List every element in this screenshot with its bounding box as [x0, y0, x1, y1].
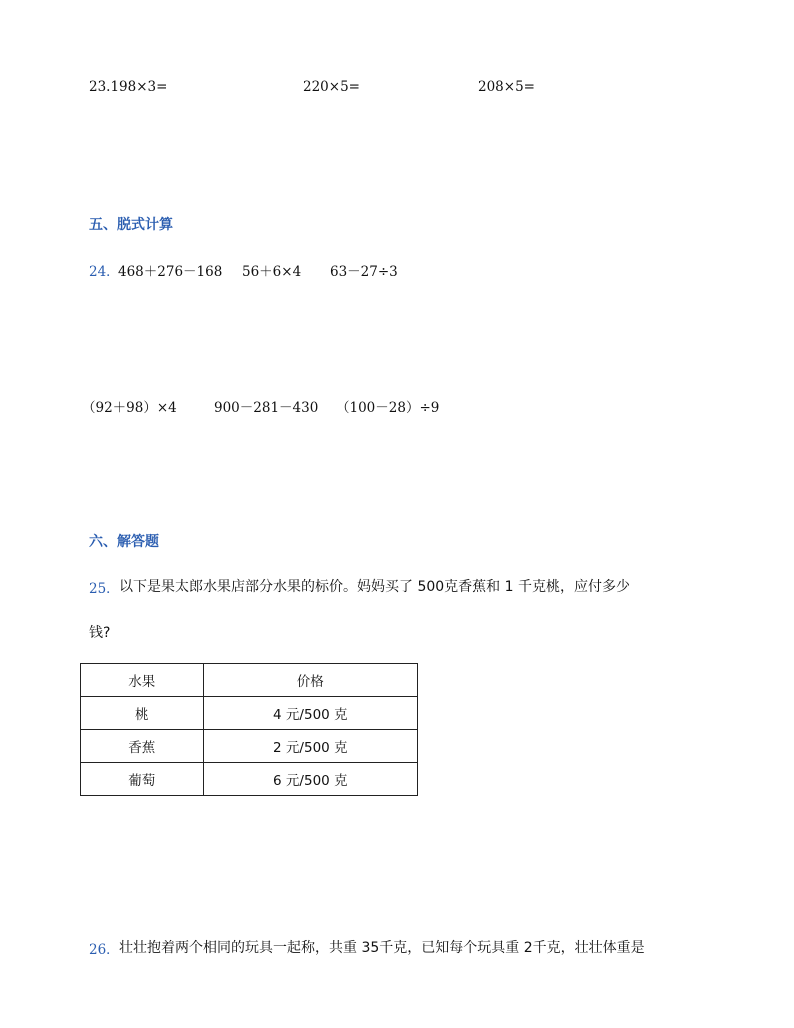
table-row: [81, 730, 418, 763]
table-cell-price: 6 元/500 克: [203, 763, 417, 796]
table-row: [81, 763, 418, 796]
question-number-25: 25．: [89, 581, 120, 597]
expression-24-4: （92＋98）×4: [82, 400, 177, 416]
table-header-row: [81, 664, 418, 697]
section-title-6: 六、解答题: [89, 534, 159, 550]
table-cell-fruit: 香蕉: [81, 730, 204, 763]
question-number-26: 26．: [89, 942, 120, 958]
price-table: [80, 663, 418, 796]
equation-1: 23.198×3=: [89, 79, 168, 95]
question-25-line2: 钱?: [89, 625, 111, 641]
table-cell-price: 2 元/500 克: [203, 730, 417, 763]
question-26-text: 壮壮抱着两个相同的玩具一起称，共重 35千克，已知每个玩具重 2千克，壮壮体重是: [119, 940, 645, 956]
expression-24-1: 468＋276－168: [118, 264, 223, 280]
expression-24-3: 63－27÷3: [330, 264, 398, 280]
table-cell-fruit: 葡萄: [81, 763, 204, 796]
equation-3: 208×5=: [478, 79, 535, 95]
question-25-line1: 以下是果太郎水果店部分水果的标价。妈妈买了 500克香蕉和 1 千克桃，应付多少: [119, 579, 630, 595]
table-cell-price: 4 元/500 克: [203, 697, 417, 730]
question-number-24: 24．: [89, 264, 120, 280]
equation-2: 220×5=: [303, 79, 360, 95]
expression-24-5: 900－281－430: [214, 400, 319, 416]
table-row: [81, 697, 418, 730]
table-header-price: 价格: [203, 664, 417, 697]
table-cell-fruit: 桃: [81, 697, 204, 730]
table-header-fruit: 水果: [81, 664, 204, 697]
section-title-5: 五、脱式计算: [89, 217, 173, 233]
expression-24-2: 56＋6×4: [242, 264, 302, 280]
expression-24-6: （100－28）÷9: [336, 400, 440, 416]
